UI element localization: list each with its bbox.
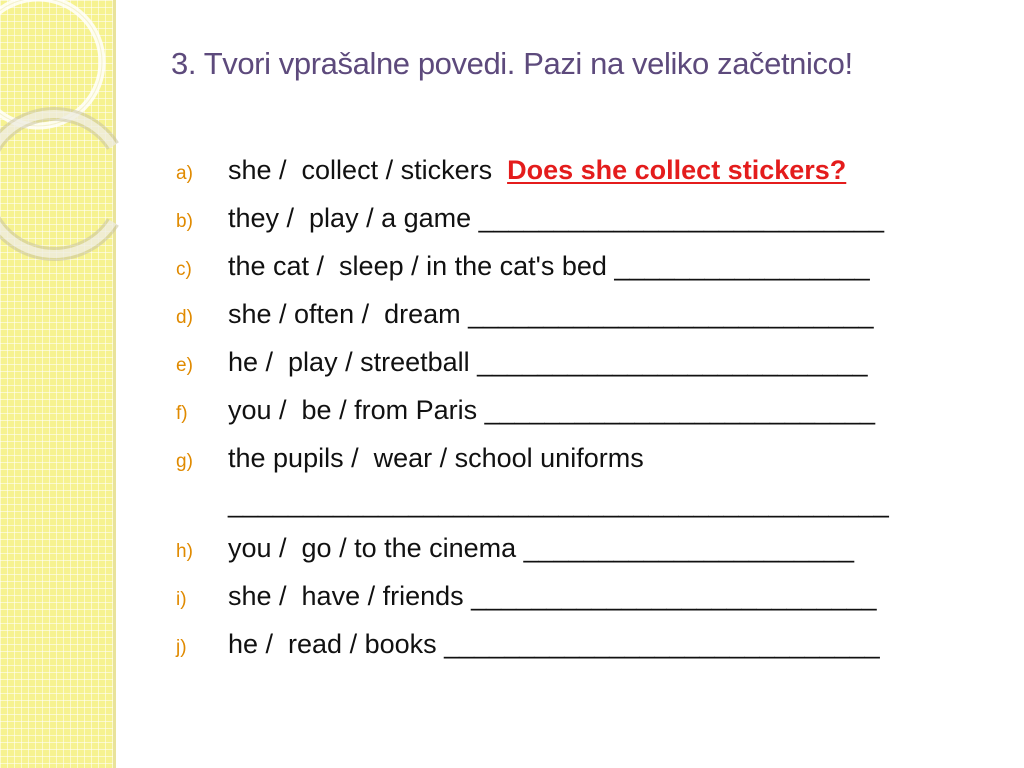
list-marker: j) <box>176 637 187 658</box>
exercise-list <box>176 148 996 670</box>
list-item-d <box>176 292 996 340</box>
prompt-text: she / collect / stickers <box>228 155 508 185</box>
answer-blank: ____________________________________________ <box>228 488 889 518</box>
list-marker: a) <box>176 163 193 184</box>
slide-title: 3. Tvori vprašalne povedi. Pazi na veliko začetnico! <box>171 46 853 81</box>
answer-text: Does she collect stickers? <box>507 155 847 185</box>
list-item-b <box>176 196 996 244</box>
prompt-text: the pupils / wear / school uniforms <box>228 443 644 473</box>
prompt-text: he / read / books _____________________________ <box>228 629 880 659</box>
list-item-e <box>176 340 996 388</box>
prompt-text: she / often / dream ___________________________ <box>228 299 874 329</box>
list-item-j <box>176 622 996 670</box>
prompt-text: you / go / to the cinema ______________________ <box>228 533 855 563</box>
list-marker: f) <box>176 403 188 424</box>
prompt-text-block <box>228 436 889 526</box>
list-item-f <box>176 388 996 436</box>
prompt-text: you / be / from Paris __________________________ <box>228 395 876 425</box>
prompt-text: she / have / friends ___________________________ <box>228 581 877 611</box>
prompt-text: the cat / sleep / in the cat's bed _________________ <box>228 251 870 281</box>
prompt-text: they / play / a game ___________________________ <box>228 203 885 233</box>
list-marker: g) <box>176 451 193 472</box>
list-item-a <box>176 148 996 196</box>
list-item-i <box>176 574 996 622</box>
list-item-h <box>176 526 996 574</box>
list-marker: i) <box>176 589 187 610</box>
list-marker: b) <box>176 211 193 232</box>
list-item-c <box>176 244 996 292</box>
list-marker: e) <box>176 355 193 376</box>
list-marker: h) <box>176 541 193 562</box>
list-item-g <box>176 436 996 526</box>
prompt-text: he / play / streetball __________________________ <box>228 347 868 377</box>
list-marker: c) <box>176 259 192 280</box>
list-marker: d) <box>176 307 193 328</box>
